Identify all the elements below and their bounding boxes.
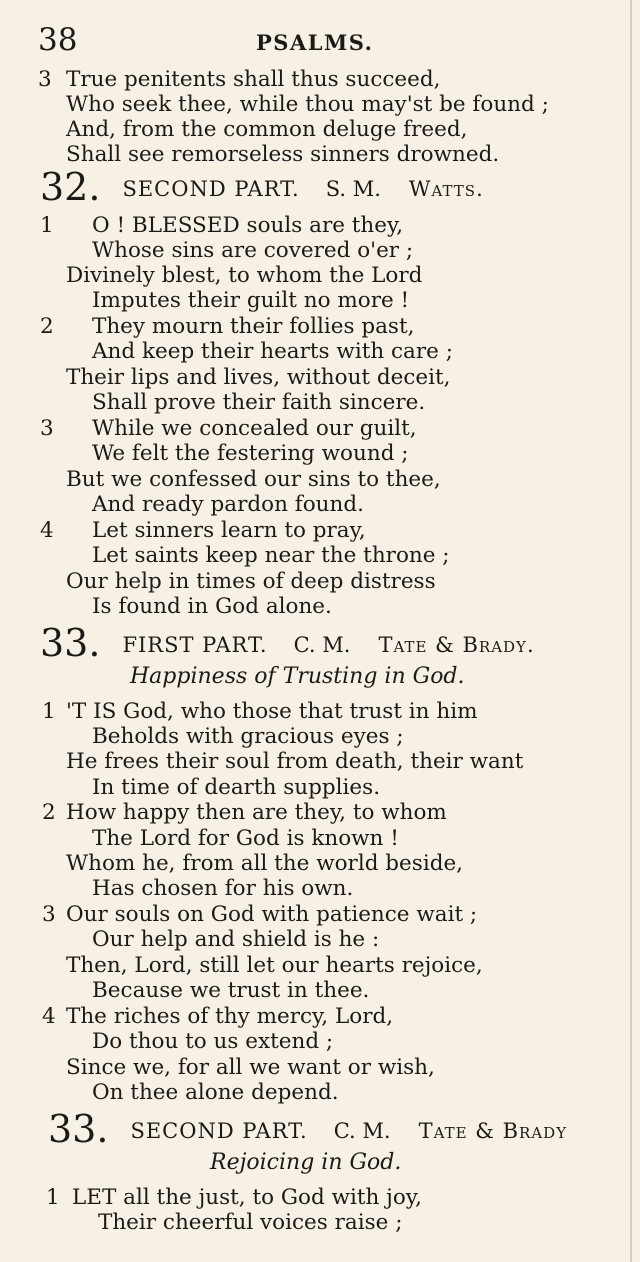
verse-line: LET all the just, to God with joy, <box>72 1185 422 1210</box>
verse-line: Do thou to us extend ; <box>92 1029 334 1054</box>
verse-line: Their cheerful voices raise ; <box>98 1210 403 1235</box>
verse-line: Since we, for all we want or wish, <box>66 1055 435 1080</box>
verse-line: Has chosen for his own. <box>92 876 354 901</box>
verse-line: Who seek thee, while thou may'st be found ; <box>66 92 549 117</box>
hymn-meter: S. M. <box>325 177 381 201</box>
verse-line: Then, Lord, still let our hearts rejoice, <box>66 953 483 978</box>
verse-line: True penitents shall thus succeed, <box>66 67 441 92</box>
verse-line: Shall see remorseless sinners drowned. <box>66 142 500 167</box>
hymn-subtitle: Happiness of Trusting in God. <box>130 664 465 689</box>
hymn-number: 32. <box>40 165 101 209</box>
verse-line: Shall prove their faith sincere. <box>92 390 426 415</box>
hymn-meter: C. M. <box>293 633 351 657</box>
hymn-author: Tate & Brady. <box>378 633 535 657</box>
hymn-author: Tate & Brady <box>418 1119 568 1143</box>
verse-line: Let sinners learn to pray, <box>92 518 366 543</box>
verse-line: Let saints keep near the throne ; <box>92 543 450 568</box>
verse-number: 3 <box>42 902 56 927</box>
verse-line: But we confessed our sins to thee, <box>66 467 441 492</box>
verse-line: Their lips and lives, without deceit, <box>66 365 451 390</box>
page-number: 38 <box>38 22 78 58</box>
verse-line: Whose sins are covered o'er ; <box>92 238 414 263</box>
hymn-number: 33. <box>40 621 101 665</box>
verse-line: Beholds with gracious eyes ; <box>92 724 404 749</box>
verse-line: Our help in times of deep distress <box>66 569 436 594</box>
hymn-number: 33. <box>48 1107 109 1151</box>
verse-line: He frees their soul from death, their want <box>66 749 524 774</box>
verse-line: Whom he, from all the world beside, <box>66 851 464 876</box>
hymn-part: SECOND PART. <box>130 1119 308 1143</box>
hymn-heading <box>40 621 535 665</box>
hymn-heading <box>48 1107 568 1151</box>
verse-line: They mourn their follies past, <box>92 314 415 339</box>
verse-number: 4 <box>42 1004 56 1029</box>
verse-number: 1 <box>46 1185 60 1210</box>
verse-line: The riches of thy mercy, Lord, <box>66 1004 394 1029</box>
verse-number: 3 <box>38 67 52 92</box>
verse-line: And keep their hearts with care ; <box>92 339 453 364</box>
verse-line: Is found in God alone. <box>92 594 332 619</box>
verse-line: The Lord for God is known ! <box>92 826 399 851</box>
hymn-part: SECOND PART. <box>122 177 300 201</box>
verse-line: On thee alone depend. <box>92 1080 339 1105</box>
page-edge <box>630 0 632 1262</box>
page-header <box>38 22 598 58</box>
verse-line: How happy then are they, to whom <box>66 800 447 825</box>
hymn-part: FIRST PART. <box>122 633 268 657</box>
verse-line: Our help and shield is he : <box>92 927 380 952</box>
verse-number: 3 <box>40 416 54 441</box>
verse-number: 1 <box>40 213 54 238</box>
hymn-meter: C. M. <box>333 1119 391 1143</box>
verse-line: 'T IS God, who those that trust in him <box>66 699 478 724</box>
verse-number: 2 <box>40 314 54 339</box>
verse-line: Imputes their guilt no more ! <box>92 288 410 313</box>
verse-line: While we concealed our guilt, <box>92 416 417 441</box>
running-title: PSALMS. <box>256 30 374 55</box>
verse-number: 2 <box>42 800 56 825</box>
hymn-heading <box>40 165 484 209</box>
verse-line: In time of dearth supplies. <box>92 775 381 800</box>
hymn-subtitle: Rejoicing in God. <box>210 1150 402 1175</box>
hymn-author: Watts. <box>408 177 484 201</box>
verse-number: 1 <box>42 699 56 724</box>
verse-line: Divinely blest, to whom the Lord <box>66 263 423 288</box>
verse-line: Our souls on God with patience wait ; <box>66 902 478 927</box>
verse-line: And ready pardon found. <box>92 492 364 517</box>
verse-line: O ! BLESSED souls are they, <box>92 213 404 238</box>
verse-line: And, from the common deluge freed, <box>66 117 468 142</box>
verse-line: We felt the festering wound ; <box>92 441 409 466</box>
verse-number: 4 <box>40 518 54 543</box>
verse-line: Because we trust in thee. <box>92 978 370 1003</box>
